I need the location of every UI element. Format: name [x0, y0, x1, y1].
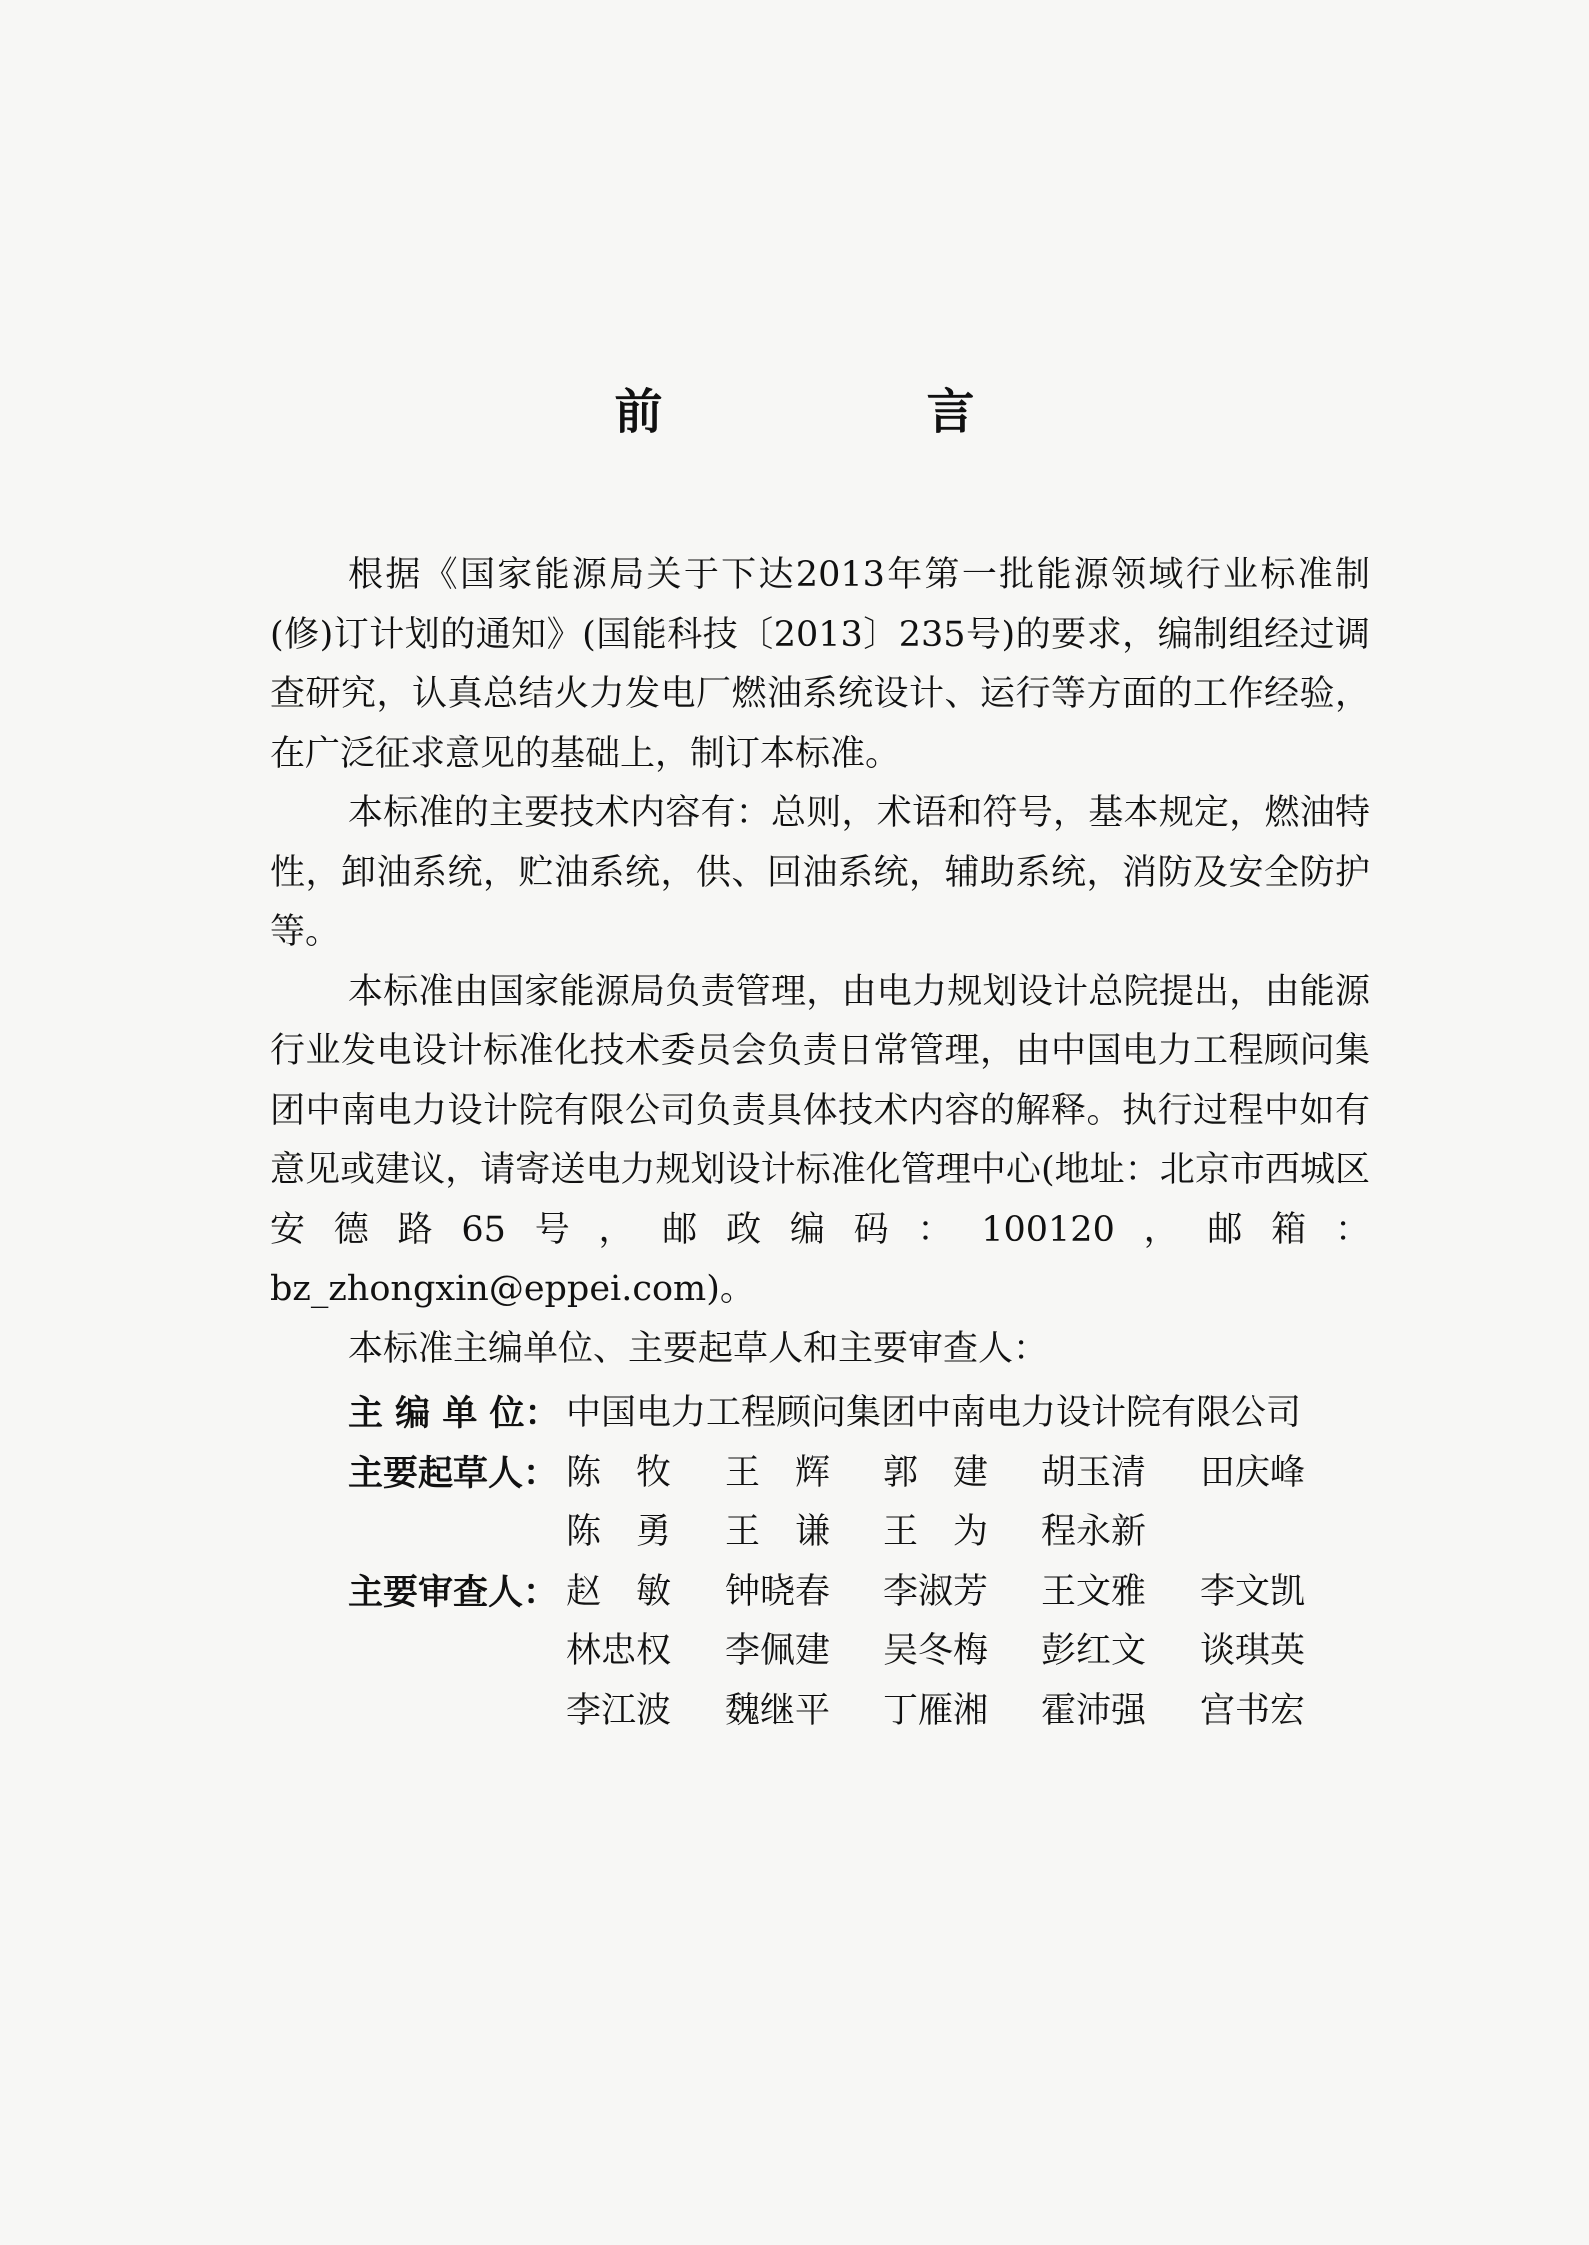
drafter-name: 王 为 — [883, 1512, 989, 1552]
reviewers-label: 主要审查人： — [348, 1571, 559, 1613]
reviewer-name: 谈琪英 — [1200, 1631, 1306, 1671]
paragraph-management: 本标准由国家能源局负责管理，由电力规划设计总院提出，由能源行业发电设计标准化技术委员会负责日常管理，由中国电力工程顾问集团中南电力设计院有限公司负责具体技术内容的解释。执行过程中如有意见或建议，请寄送电力规划设计标准化管理中心(地址：北京市西城区安德路65号，邮政编码：100120，邮箱：bz_zhongxin@eppei.com)。 — [270, 971, 1370, 1309]
paragraph-contents: 本标准的主要技术内容有：总则，术语和符号，基本规定，燃油特性，卸油系统，贮油系统，供、回油系统，辅助系统，消防及安全防护等。 — [270, 793, 1370, 952]
reviewer-name: 李佩建 — [725, 1631, 831, 1671]
reviewer-name: 彭红文 — [1041, 1631, 1147, 1671]
reviewer-name: 李江波 — [566, 1690, 672, 1731]
reviewer-name: 霍沛强 — [1041, 1690, 1147, 1731]
preface-body — [270, 546, 1370, 1379]
reviewer-name: 林忠权 — [566, 1631, 672, 1671]
page-title: 前 言 — [614, 384, 1083, 440]
drafter-name: 胡玉清 — [1041, 1452, 1147, 1493]
reviewer-name: 李淑芳 — [883, 1571, 989, 1612]
drafter-name: 田庆峰 — [1200, 1452, 1306, 1493]
paragraph-basis: 根据《国家能源局关于下达2013年第一批能源领域行业标准制(修)订计划的通知》(国能科技〔2013〕235号)的要求，编制组经过调查研究，认真总结火力发电厂燃油系统设计、运行等方面的工作经验，在广泛征求意见的基础上，制订本标准。 — [270, 555, 1370, 774]
drafter-name: 陈 勇 — [566, 1512, 672, 1552]
drafter-name: 王 谦 — [725, 1512, 831, 1552]
paragraph-credits-intro: 本标准主编单位、主要起草人和主要审查人： — [348, 1328, 1049, 1369]
reviewer-name: 李文凯 — [1200, 1571, 1306, 1612]
drafters-label: 主要起草人： — [348, 1452, 559, 1494]
reviewer-name: 魏继平 — [725, 1690, 831, 1731]
reviewer-name: 吴冬梅 — [883, 1631, 989, 1671]
chief-unit-label: 主 编 单 位： — [348, 1393, 560, 1434]
drafter-name: 陈 牧 — [566, 1452, 672, 1493]
reviewer-name: 王文雅 — [1041, 1571, 1147, 1612]
reviewer-name: 宫书宏 — [1200, 1690, 1306, 1731]
drafter-name: 程永新 — [1041, 1512, 1147, 1552]
drafter-name: 王 辉 — [725, 1452, 831, 1493]
drafter-name: 郭 建 — [883, 1452, 989, 1493]
chief-unit-value: 中国电力工程顾问集团中南电力设计院有限公司 — [566, 1393, 1302, 1433]
reviewer-name: 赵 敏 — [566, 1571, 672, 1612]
reviewer-name: 丁雁湘 — [883, 1690, 989, 1731]
reviewer-name: 钟晓春 — [725, 1571, 831, 1612]
